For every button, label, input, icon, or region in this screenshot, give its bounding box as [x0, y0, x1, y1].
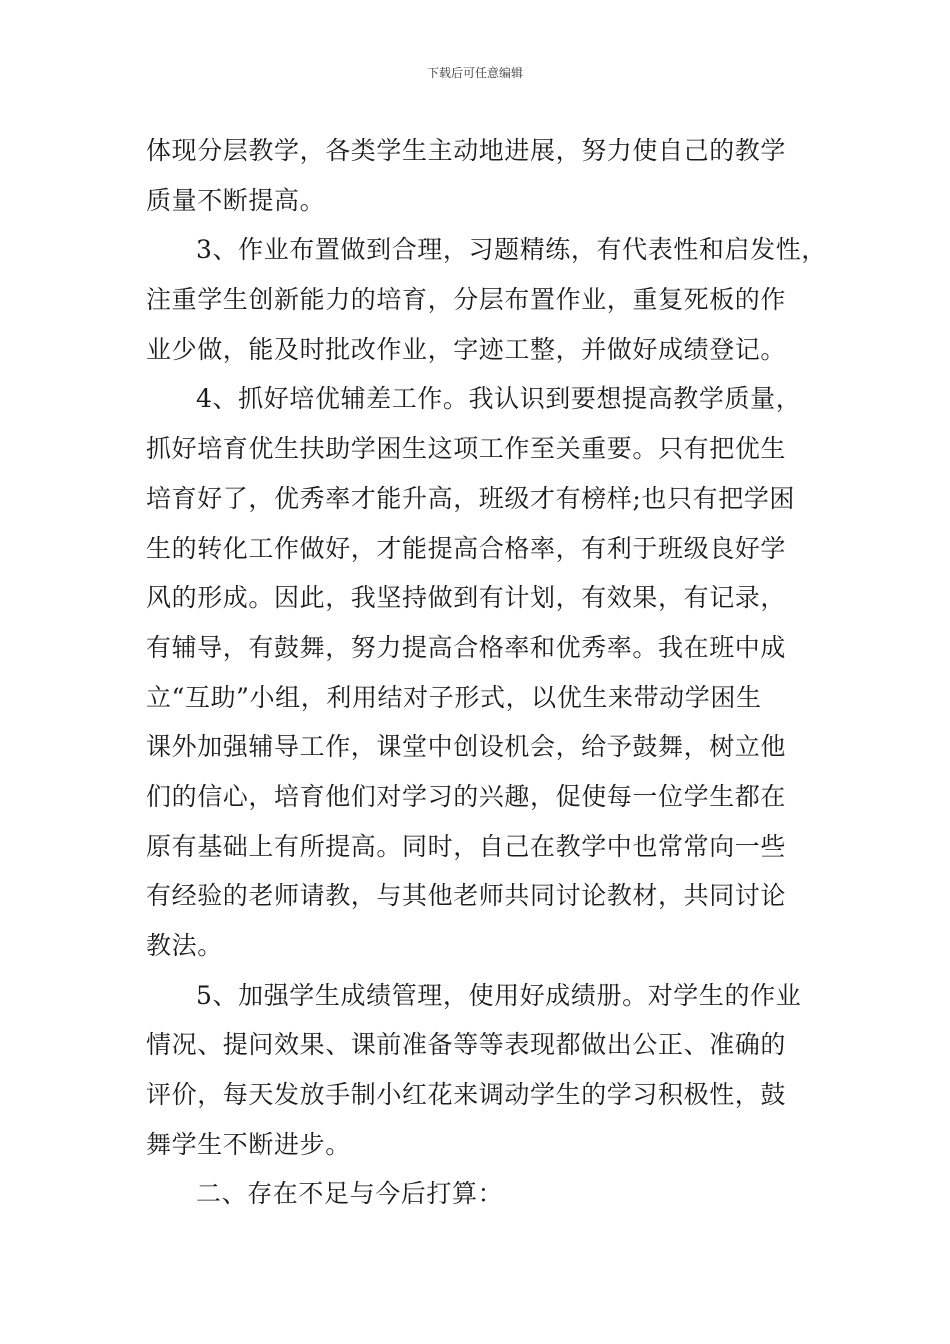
- text-line: 课外加强辅导工作，课堂中创设机会，给予鼓舞，树立他: [146, 732, 787, 762]
- text-line: 体现分层教学，各类学生主动地进展，努力使自己的教学: [146, 136, 787, 165]
- document-body: [146, 126, 827, 1219]
- section-heading: 二、存在不足与今后打算：: [196, 1179, 504, 1209]
- text-line: 原有基础上有所提高。同时，自己在教学中也常常向一些: [146, 831, 787, 861]
- text-line: 培育好了，优秀率才能升高，班级才有榜样;也只有把学困: [146, 483, 796, 513]
- page-header: 下载后可任意编辑: [426, 66, 523, 80]
- text-line: 注重学生创新能力的培育，分层布置作业，重复死板的作: [146, 285, 787, 315]
- text-line: 生的转化工作做好，才能提高合格率，有利于班级良好学: [146, 533, 787, 563]
- text-line: 们的信心，培育他们对学习的兴趣，促使每一位学生都在: [146, 781, 787, 811]
- text-line: 5、加强学生成绩管理，使用好成绩册。对学生的作业: [196, 980, 802, 1010]
- text-line: 评价，每天发放手制小红花来调动学生的学习积极性，鼓: [146, 1080, 787, 1110]
- text-line: 舞学生不断进步。: [146, 1129, 351, 1159]
- text-line: 业少做，能及时批改作业，字迹工整，并做好成绩登记。: [146, 334, 787, 364]
- text-line: 3、作业布置做到合理，习题精练，有代表性和启发性，: [196, 235, 827, 265]
- text-line: 质量不断提高。: [146, 185, 326, 215]
- text-line: 抓好培育优生扶助学困生这项工作至关重要。只有把优生: [146, 434, 787, 464]
- text-line: 4、抓好培优辅差工作。我认识到要想提高教学质量，: [196, 384, 802, 414]
- text-line: 立“互助”小组，利用结对子形式，以优生来带动学困生: [146, 682, 762, 712]
- text-line: 情况、提问效果、课前准备等等表现都做出公正、准确的: [146, 1030, 787, 1060]
- text-line: 风的形成。因此，我坚持做到有计划，有效果，有记录，: [146, 583, 787, 613]
- text-line: 有经验的老师请教，与其他老师共同讨论教材，共同讨论: [146, 881, 787, 911]
- text-line: 有辅导，有鼓舞，努力提高合格率和优秀率。我在班中成: [146, 632, 787, 662]
- text-line: 教法。: [146, 931, 223, 960]
